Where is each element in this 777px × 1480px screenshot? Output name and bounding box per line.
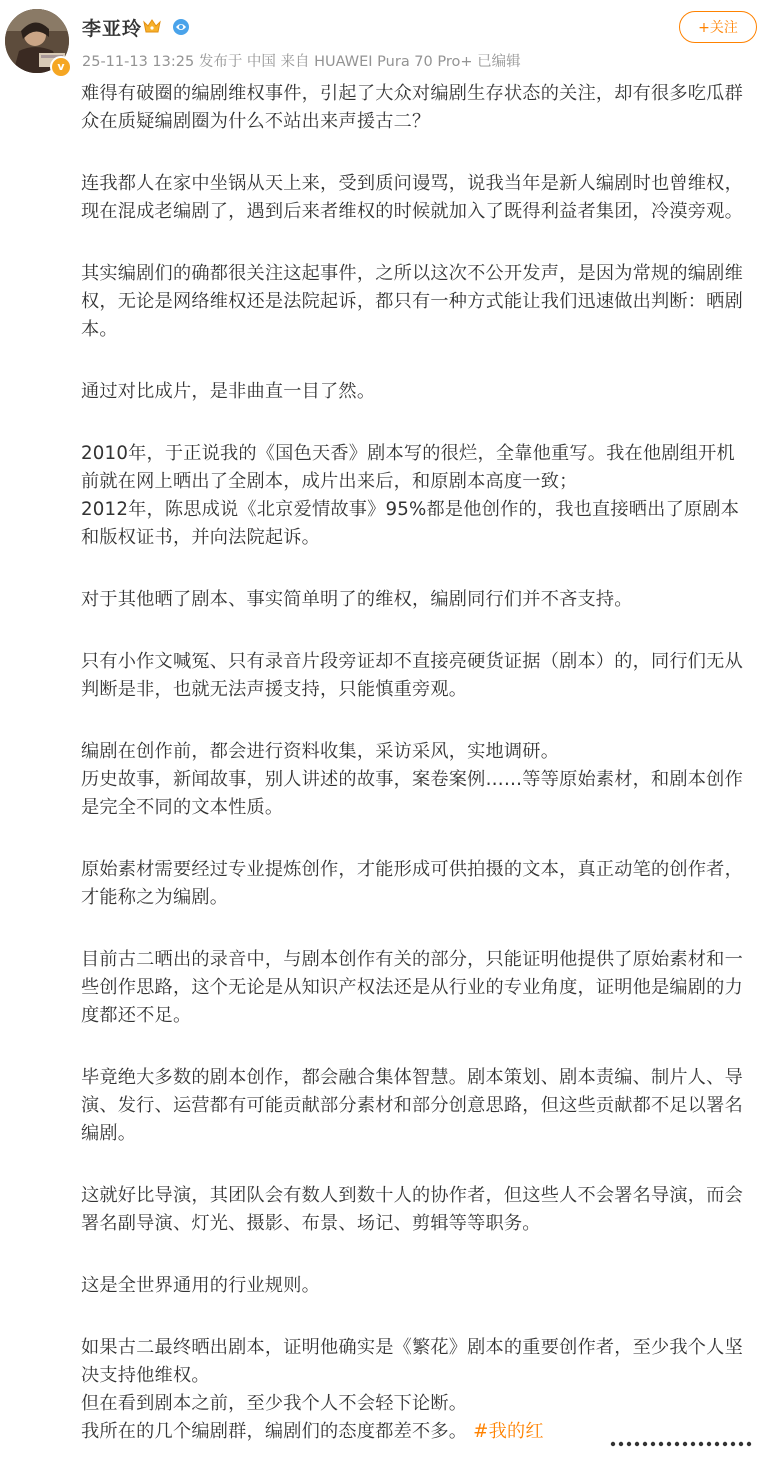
text-line: 和版权证书，并向法院起诉。 — [81, 527, 321, 548]
post-paragraph — [81, 1064, 761, 1148]
post-meta: 25-11-13 13:25 发布于 中国 来自 HUAWEI Pura 70 Pro+ 已编辑 — [82, 54, 521, 70]
text-line: 毕竟绝大多数的剧本创作，都会融合集体智慧。剧本策划、剧本责编、制片人、导 — [81, 1067, 743, 1088]
text-line: 前就在网上晒出了全剧本，成片出来后，和原剧本高度一致； — [81, 471, 578, 492]
verified-badge-icon: v — [50, 56, 72, 78]
post-paragraph — [81, 1182, 761, 1238]
text-line: 其实编剧们的确都很关注这起事件，之所以这次不公开发声，是因为常规的编剧维 — [81, 263, 743, 284]
text-line: 署名副导演、灯光、摄影、布景、场记、剪辑等等职务。 — [81, 1213, 541, 1234]
text-line: 本。 — [81, 319, 118, 340]
post-paragraph — [81, 648, 761, 704]
text-line: 这就好比导演，其团队会有数人到数十人的协作者，但这些人不会署名导演，而会 — [81, 1185, 743, 1206]
text-line: 编剧。 — [81, 1123, 137, 1144]
last-line-text: 我所在的几个编剧群，编剧们的态度都差不多。 — [81, 1421, 468, 1442]
post-paragraph — [81, 1272, 761, 1300]
text-line: 历史故事，新闻故事，别人讲述的故事，案卷案例……等等原始素材，和剧本创作 — [81, 769, 743, 790]
text-line: 只有小作文喊冤、只有录音片段旁证却不直接亮硬货证据（剧本）的，同行们无从 — [81, 651, 743, 672]
author-name[interactable]: 李亚玲 — [82, 18, 143, 40]
text-line: 对于其他晒了剧本、事实简单明了的维权，编剧同行们并不吝支持。 — [81, 589, 633, 610]
text-line: 是完全不同的文本性质。 — [81, 797, 284, 818]
follow-button[interactable]: +关注 — [679, 11, 757, 43]
post-paragraph — [81, 378, 761, 406]
text-line: 才能称之为编剧。 — [81, 887, 229, 908]
hashtag-link[interactable]: #我的红 — [473, 1421, 544, 1442]
member-badge-icon — [172, 18, 190, 36]
text-line: 原始素材需要经过专业提炼创作，才能形成可供拍摄的文本，真正动笔的创作者， — [81, 859, 743, 880]
post-paragraph — [81, 586, 761, 614]
text-line: 但在看到剧本之前，至少我个人不会轻下论断。 — [81, 1393, 468, 1414]
post-paragraph — [81, 440, 761, 552]
post-paragraph — [81, 170, 761, 226]
post-paragraph — [81, 738, 761, 822]
post-paragraph — [81, 856, 761, 912]
text-line: 难得有破圈的编剧维权事件，引起了大众对编剧生存状态的关注，却有很多吃瓜群 — [81, 83, 743, 104]
text-line: 2010年，于正说我的《国色天香》剧本写的很烂，全靠他重写。我在他剧组开机 — [81, 443, 735, 464]
text-line: 连我都人在家中坐锅从天上来，受到质问谩骂，说我当年是新人编剧时也曾维权， — [81, 173, 743, 194]
post-paragraph — [81, 80, 761, 136]
text-line: 判断是非，也就无法声援支持，只能慎重旁观。 — [81, 679, 468, 700]
post-content — [81, 80, 761, 1480]
post-header — [0, 0, 777, 80]
text-line: 如果古二最终晒出剧本，证明他确实是《繁花》剧本的重要创作者，至少我个人坚 — [81, 1337, 743, 1358]
text-line: 众在质疑编剧圈为什么不站出来声援古二？ — [81, 111, 431, 132]
post-paragraph — [81, 260, 761, 344]
text-line: 2012年，陈思成说《北京爱情故事》95%都是他创作的，我也直接晒出了原剧本 — [81, 499, 740, 520]
text-line: 通过对比成片，是非曲直一目了然。 — [81, 381, 376, 402]
text-line: 现在混成老编剧了，遇到后来者维权的时候就加入了既得利益者集团，冷漠旁观。 — [81, 201, 743, 222]
text-line: 决支持他维权。 — [81, 1365, 210, 1386]
text-line: 编剧在创作前，都会进行资料收集，采访采风，实地调研。 — [81, 741, 560, 762]
crown-icon — [143, 18, 161, 34]
text-line: 这是全世界通用的行业规则。 — [81, 1275, 321, 1296]
text-line: 些创作思路，这个无论是从知识产权法还是从行业的专业角度，证明他是编剧的力 — [81, 977, 743, 998]
text-line: 度都还不足。 — [81, 1005, 192, 1026]
text-line: 权，无论是网络维权还是法院起诉，都只有一种方式能让我们迅速做出判断：晒剧 — [81, 291, 743, 312]
text-line: 演、发行、运营都有可能贡献部分素材和部分创意思路，但这些贡献都不足以署名 — [81, 1095, 743, 1116]
post-paragraph — [81, 946, 761, 1030]
text-line: 目前古二晒出的录音中，与剧本创作有关的部分，只能证明他提供了原始素材和一 — [81, 949, 743, 970]
loading-dots-icon — [608, 1434, 758, 1454]
